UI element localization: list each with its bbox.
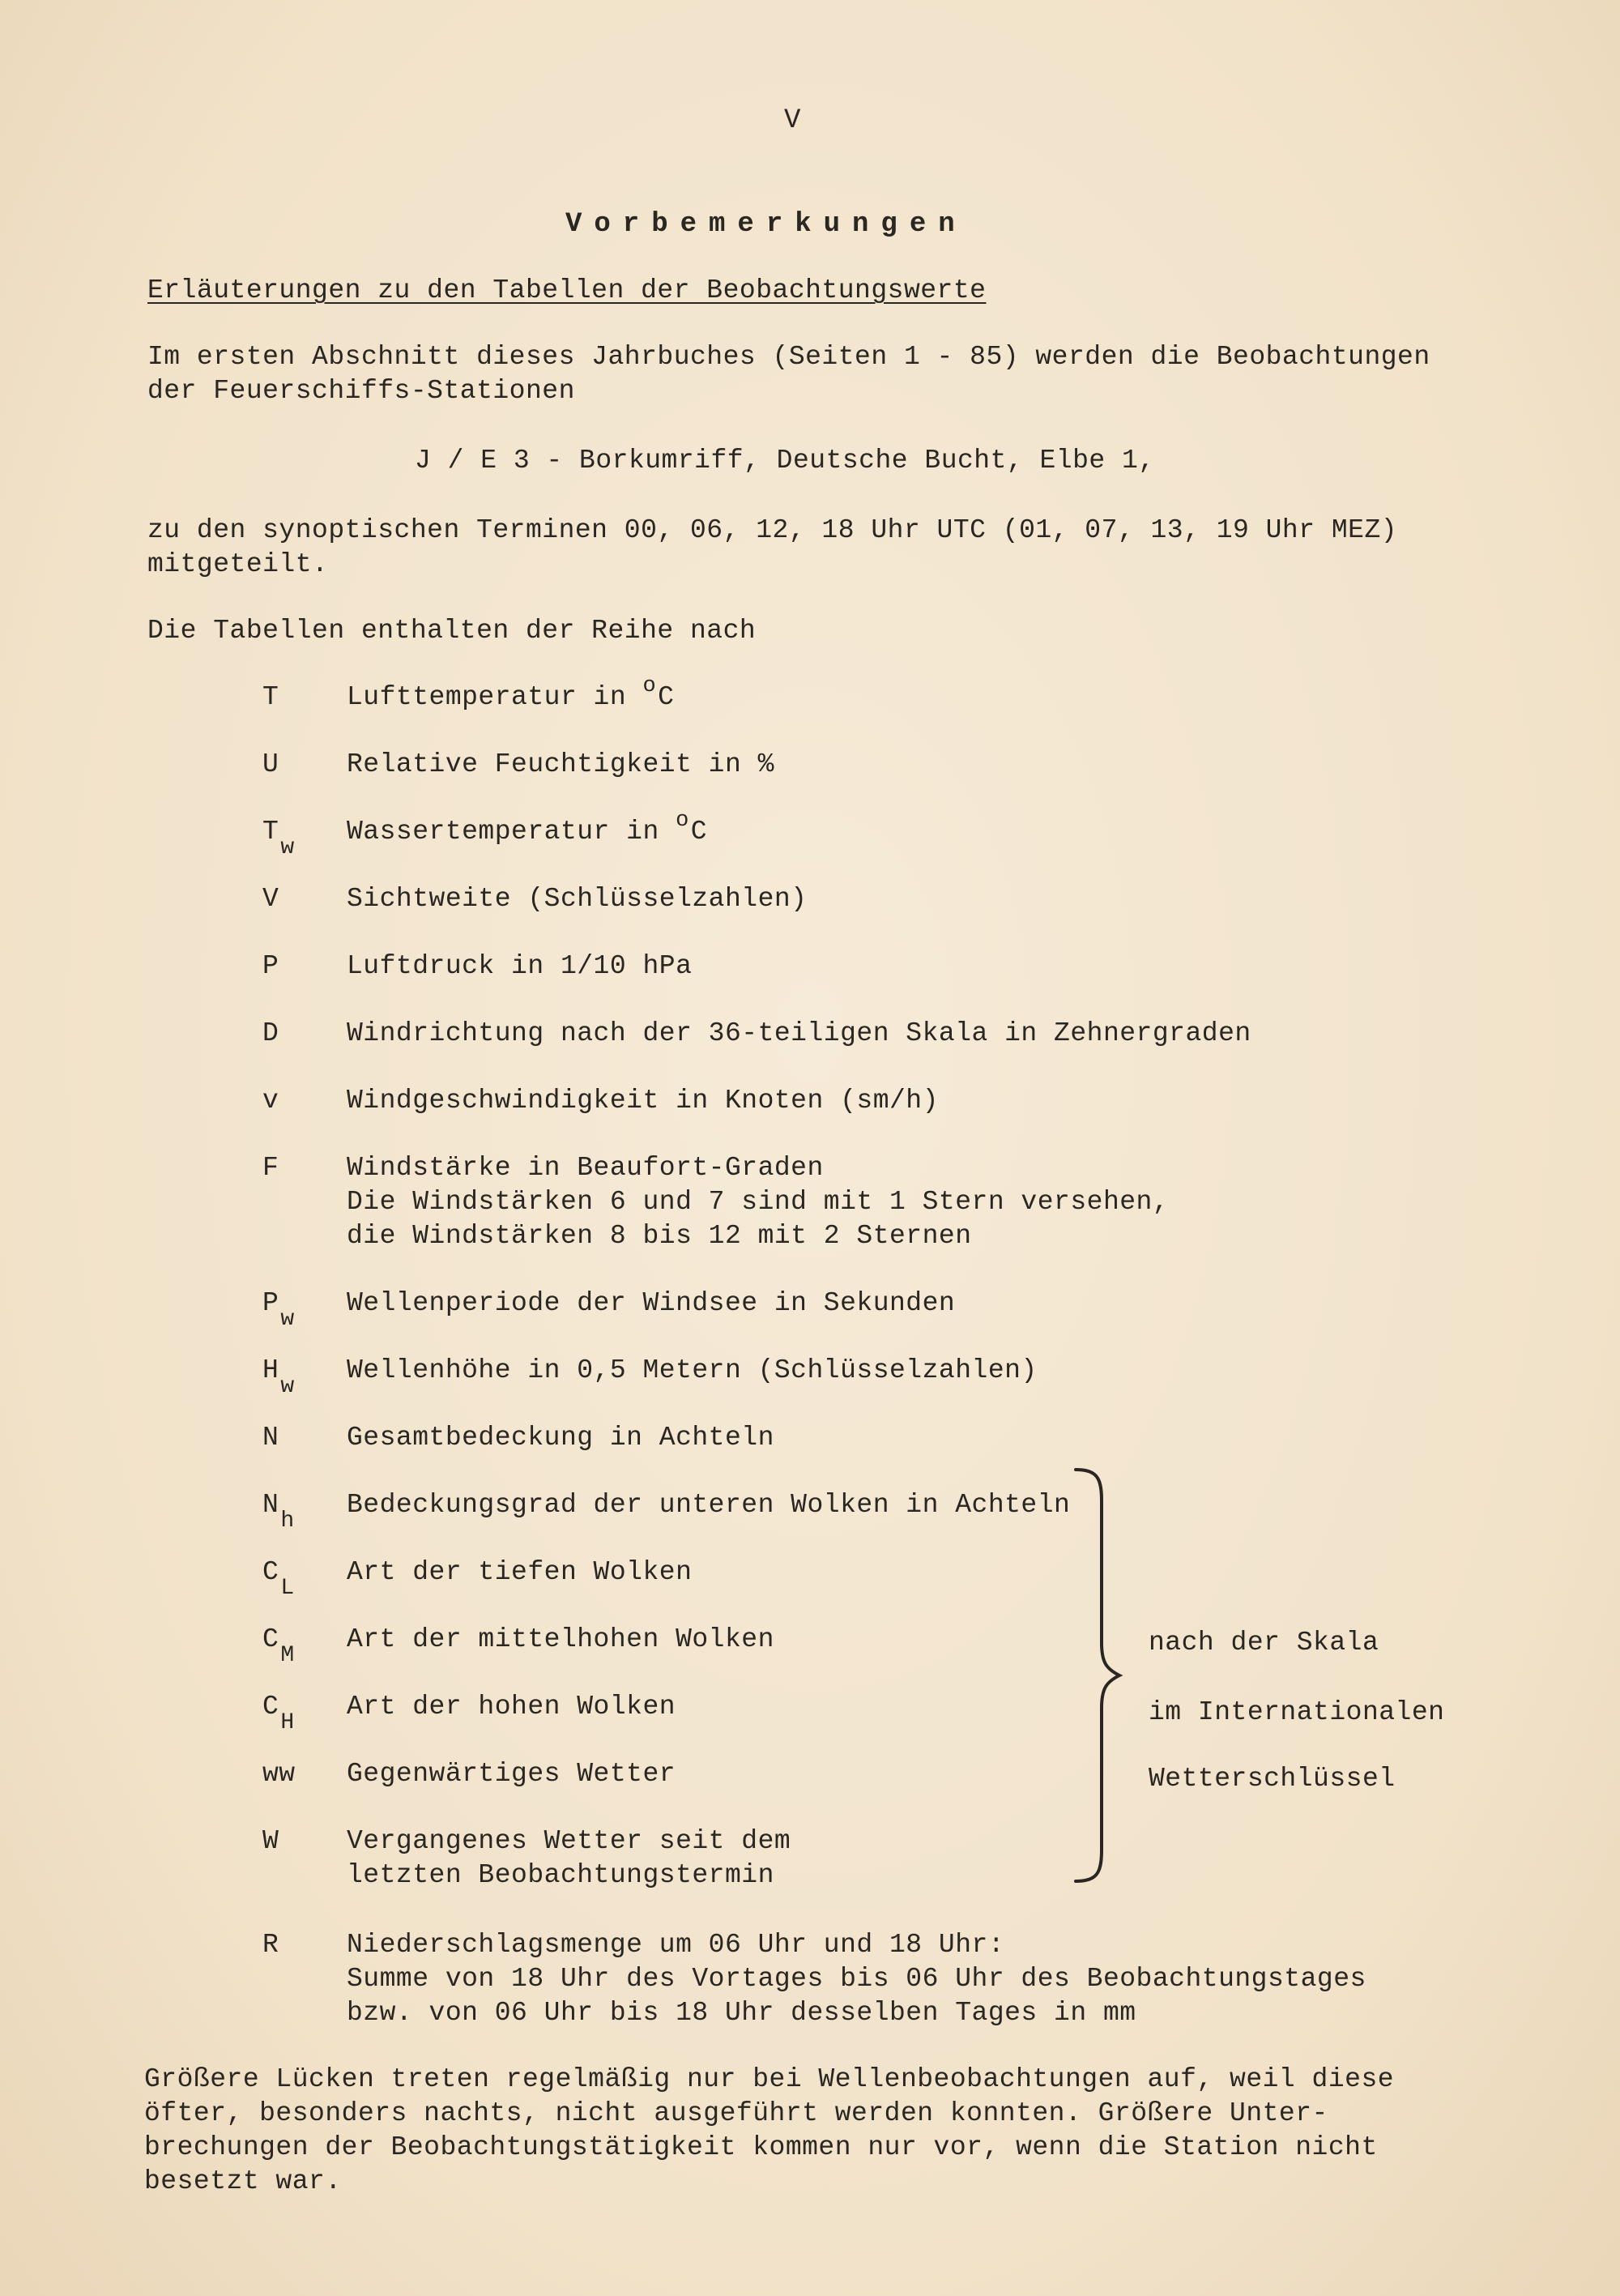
entry-relative-humidity: Relative Feuchtigkeit in %: [347, 749, 774, 779]
entry-precipitation: Niederschlagsmenge um 06 Uhr und 18 Uhr:: [347, 1930, 1005, 1960]
entry-air-pressure: Luftdruck in 1/10 hPa: [347, 951, 693, 981]
entry-wind-force-line-2: Die Windstärken 6 und 7 sind mit 1 Stern versehen,: [347, 1187, 1170, 1217]
entry-low-cloud-cover: Bedeckungsgrad der unteren Wolken in Achteln: [347, 1490, 1071, 1520]
entry-wind-direction: Windrichtung nach der 36-teiligen Skala in Zehnergraden: [347, 1018, 1251, 1048]
intro-line-2: der Feuerschiffs-Stationen: [147, 376, 575, 406]
closing-line-1: Größere Lücken treten regelmäßig nur bei Wellenbeobachtungen auf, weil diese: [144, 2064, 1395, 2094]
table-intro: Die Tabellen enthalten der Reihe nach: [147, 616, 757, 646]
page-number: V: [784, 105, 801, 136]
symbol-V: V: [262, 884, 279, 914]
curly-brace-icon: [1069, 1465, 1126, 1886]
brace-note-line-3: Wetterschlüssel: [1149, 1764, 1396, 1794]
symbol-ww: ww: [262, 1759, 296, 1789]
symbol-P: P: [262, 951, 279, 981]
intro-line-1: Im ersten Abschnitt dieses Jahrbuches (Seiten 1 - 85) werden die Beobachtungen: [147, 342, 1430, 372]
symbol-v: v: [262, 1086, 279, 1116]
symbol-T: T: [262, 682, 279, 712]
entry-wind-force: Windstärke in Beaufort-Graden: [347, 1153, 824, 1183]
entry-water-temperature: Wassertemperatur in $^o$C: [347, 809, 708, 847]
entry-wave-period: Wellenperiode der Windsee in Sekunden: [347, 1288, 956, 1318]
section-heading: Erläuterungen zu den Tabellen der Beobachtungswerte: [147, 275, 987, 305]
closing-line-2: öfter, besonders nachts, nicht ausgeführt werden konnten. Größere Unter-: [144, 2098, 1328, 2128]
entry-middle-clouds: Art der mittelhohen Wolken: [347, 1624, 774, 1654]
closing-line-4: besetzt war.: [144, 2166, 342, 2196]
brace-note-line-1: nach der Skala: [1149, 1628, 1379, 1658]
symbol-Tw: $T_w$: [262, 817, 295, 860]
entry-past-weather-line-2: letzten Beobachtungstermin: [347, 1860, 774, 1890]
symbol-R: R: [262, 1930, 279, 1960]
entry-wind-speed: Windgeschwindigkeit in Knoten (sm/h): [347, 1086, 939, 1116]
symbol-F: F: [262, 1153, 279, 1183]
entry-present-weather: Gegenwärtiges Wetter: [347, 1759, 676, 1789]
entry-past-weather: Vergangenes Wetter seit dem: [347, 1826, 791, 1856]
closing-line-3: brechungen der Beobachtungstätigkeit kommen nur vor, wenn die Station nicht: [144, 2132, 1378, 2162]
symbol-W: W: [262, 1826, 279, 1856]
intro-line-3: zu den synoptischen Terminen 00, 06, 12, 18 Uhr UTC (01, 07, 13, 19 Uhr MEZ): [147, 515, 1398, 545]
entry-wind-force-line-3: die Windstärken 8 bis 12 mit 2 Sternen: [347, 1221, 972, 1251]
entry-low-clouds: Art der tiefen Wolken: [347, 1557, 693, 1587]
symbol-N: N: [262, 1423, 279, 1453]
symbol-Hw: $H_w$: [262, 1355, 295, 1399]
brace-note-line-2: im Internationalen: [1149, 1697, 1445, 1727]
symbol-U: U: [262, 749, 279, 779]
symbol-CH: $C_H$: [262, 1692, 295, 1735]
stations-line: J / E 3 - Borkumriff, Deutsche Bucht, Elbe 1,: [415, 446, 1155, 476]
entry-precipitation-line-2: Summe von 18 Uhr des Vortages bis 06 Uhr des Beobachtungstages: [347, 1964, 1366, 1994]
symbol-Nh: $N_h$: [262, 1490, 295, 1534]
entry-air-temperature: Lufttemperatur in $^o$C: [347, 674, 675, 712]
entry-wave-height: Wellenhöhe in 0,5 Metern (Schlüsselzahlen): [347, 1355, 1038, 1385]
symbol-CL: $C_L$: [262, 1557, 295, 1601]
symbol-CM: $C_M$: [262, 1624, 295, 1668]
entry-precipitation-line-3: bzw. von 06 Uhr bis 18 Uhr desselben Tages in mm: [347, 1998, 1136, 2028]
symbol-D: D: [262, 1018, 279, 1048]
entry-visibility: Sichtweite (Schlüsselzahlen): [347, 884, 808, 914]
intro-line-4: mitgeteilt.: [147, 549, 329, 579]
symbol-Pw: $P_w$: [262, 1288, 295, 1332]
entry-total-cloud-cover: Gesamtbedeckung in Achteln: [347, 1423, 774, 1453]
entry-high-clouds: Art der hohen Wolken: [347, 1692, 676, 1722]
page-title: Vorbemerkungen: [565, 209, 967, 240]
